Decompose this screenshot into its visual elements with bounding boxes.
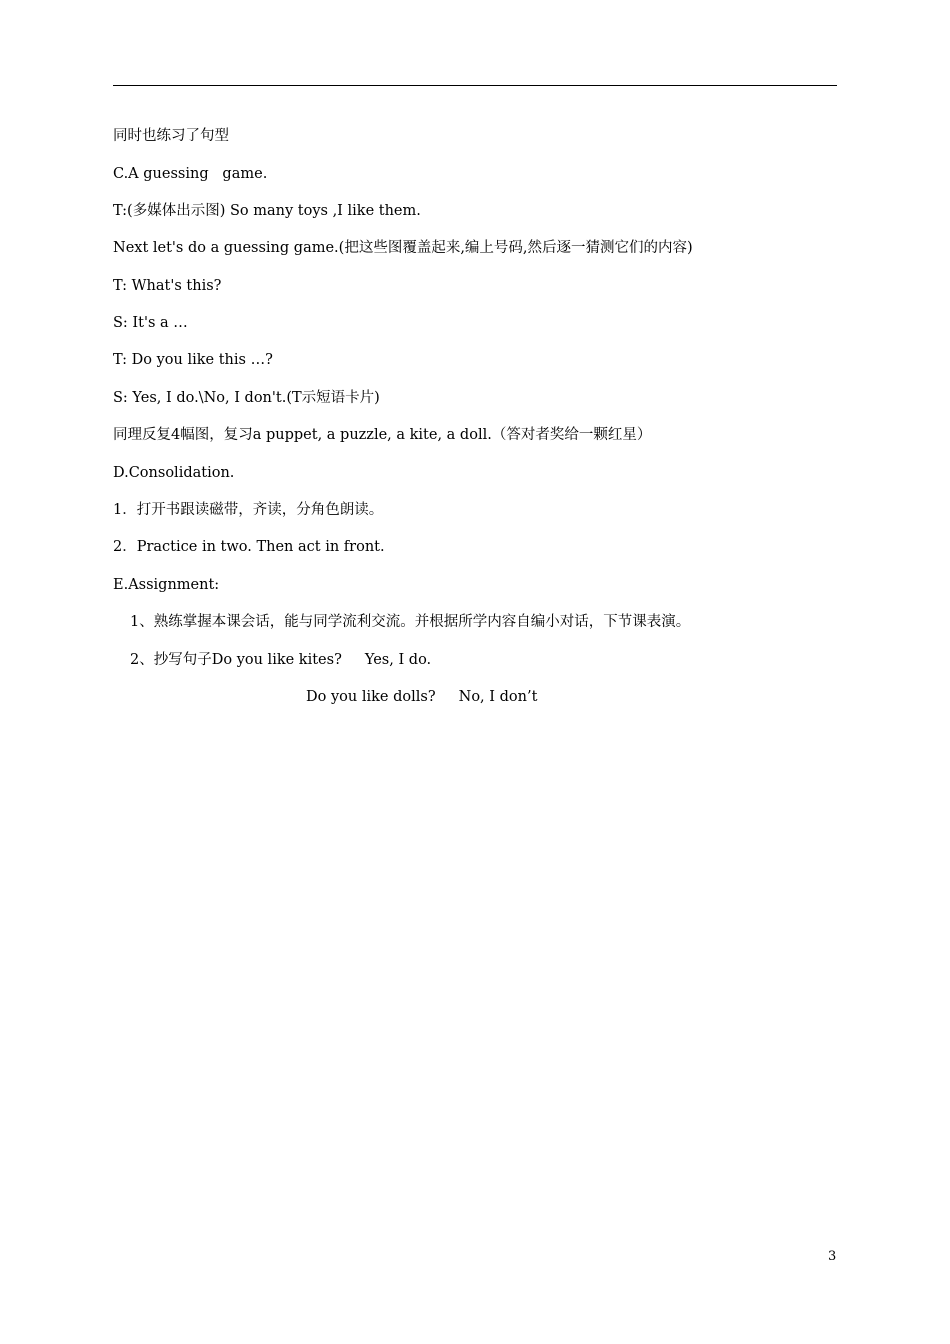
text-line: 同理反复4幅图，复习a puppet, a puzzle, a kite, a doll.（答对者奖给一颗红星）: [113, 427, 652, 443]
dialogue-line: T: Do you like this …?: [113, 352, 273, 368]
dialogue-line: S: Yes, I do.\No, I don't.(T示短语卡片): [113, 390, 380, 406]
list-item: 1．打开书跟读磁带，齐读，分角色朗读。: [113, 502, 384, 518]
list-item: 2．Practice in two. Then act in front.: [113, 539, 385, 555]
section-heading: D.Consolidation.: [113, 465, 235, 481]
page-number: 3: [828, 1249, 837, 1264]
list-item-continuation: Do you like dolls? No, I don’t: [306, 689, 538, 705]
dialogue-line: S: It's a …: [113, 315, 188, 331]
list-item: 1、熟练掌握本课会话，能与同学流利交流。并根据所学内容自编小对话，下节课表演。: [130, 614, 691, 630]
section-heading: C.A guessing game.: [113, 166, 268, 182]
list-item: 2、抄写句子Do you like kites? Yes, I do.: [130, 652, 432, 668]
section-heading: E.Assignment:: [113, 577, 220, 593]
text-line: Next let's do a guessing game.(把这些图覆盖起来,编上号码,然后逐一猜测它们的内容): [113, 240, 693, 256]
header-rule: [113, 85, 837, 86]
text-line: T:(多媒体出示图) So many toys ,I like them.: [113, 203, 421, 219]
text-line: 同时也练习了句型: [113, 128, 229, 144]
dialogue-line: T: What's this?: [113, 278, 222, 294]
